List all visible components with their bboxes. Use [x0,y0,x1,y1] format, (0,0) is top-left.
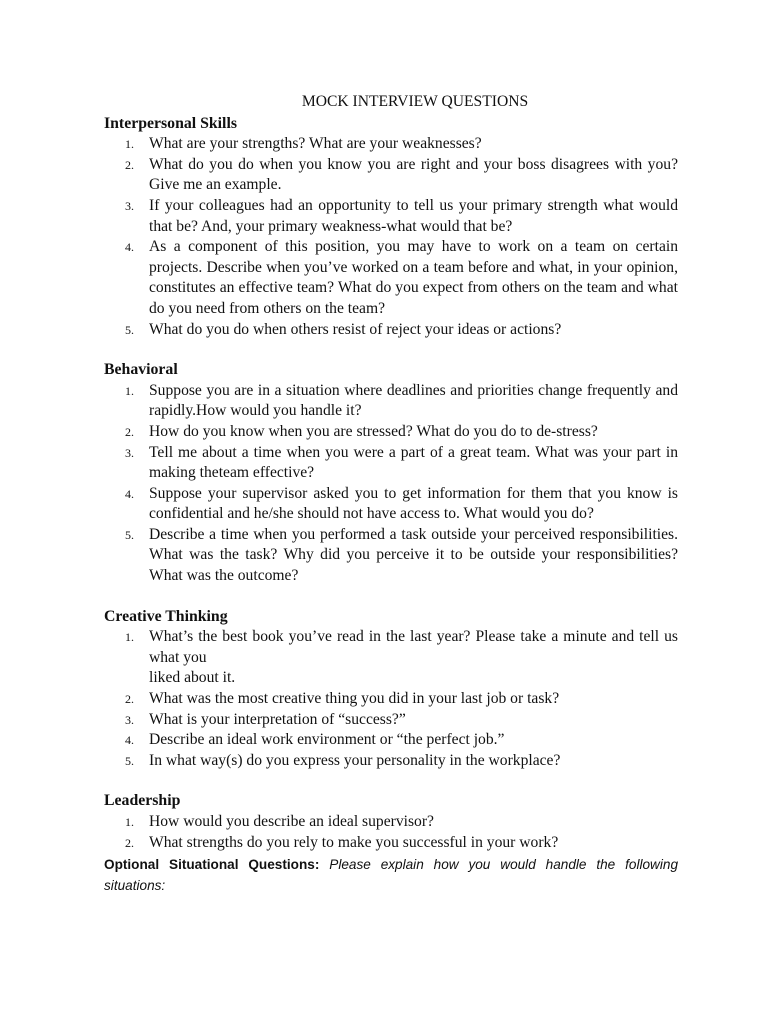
question-item [104,422,678,443]
question-text: What is your interpretation of “success?” [149,710,406,728]
section-heading: Interpersonal Skills [104,114,237,132]
section-creative-thinking [104,607,678,772]
question-number: 1. [125,630,134,645]
question-text: Tell me about a time when you were a part of a great team. What was your part in making theteam effective? [149,443,678,482]
question-item [104,525,678,587]
question-number: 1. [125,383,134,398]
question-number: 5. [125,322,134,337]
question-number: 1. [125,815,134,829]
question-text: As a component of this position, you may have to work on a team on certain projects. Describe when you’ve worked on a team before and what, in your opinion, constitutes an effective team? What do you expect from others on the team and what do you need from others on the team? [149,238,678,317]
optional-instruction: Please explain how you would handle the following situations: [104,857,679,893]
question-number: 4. [125,486,134,501]
question-text: How would you describe an ideal supervisor? [149,813,434,830]
question-list [104,134,678,340]
question-number: 3. [125,712,134,727]
question-item [104,134,678,155]
question-number: 2. [125,835,134,850]
question-item [104,237,678,319]
question-item [104,484,678,525]
question-list [104,812,678,853]
question-number: 2. [125,157,134,172]
question-item [104,155,678,196]
section-heading: Leadership [104,792,181,810]
optional-label: Optional Situational Questions: [104,857,320,873]
question-text: Describe a time when you performed a task outside your perceived responsibilities. What was the task? Why did you perceive it to be outside your responsibilities? What was the outcome? [149,525,678,585]
question-list [104,381,678,587]
question-number: 3. [125,445,134,460]
question-number: 4. [125,240,134,255]
question-item [104,833,678,854]
question-text-continuation: liked about it. [149,669,236,687]
question-item [104,320,678,341]
question-number: 3. [125,198,134,213]
question-item [104,812,678,833]
section-heading: Behavioral [104,361,178,379]
question-number: 5. [125,527,134,542]
question-text: In what way(s) do you express your personality in the workplace? [149,751,561,769]
question-number: 1. [125,137,134,152]
section-spacer [104,587,678,607]
question-text: What do you do when you know you are right and your boss disagrees with you? Give me an example. [149,155,678,194]
question-text: What’s the best book you’ve read in the last year? Please take a minute and tell us what you [149,628,678,666]
question-text: Suppose you are in a situation where deadlines and priorities change frequently and rapidly.How would you handle it? [149,381,678,420]
question-text: What do you do when others resist of reject your ideas or actions? [149,320,562,338]
question-text: How do you know when you are stressed? What do you do to de-stress? [149,422,598,440]
document-title: MOCK INTERVIEW QUESTIONS [301,93,529,110]
question-number: 5. [125,753,134,768]
question-item [104,627,678,689]
question-item [104,751,678,772]
question-list [104,627,678,771]
section-behavioral [104,360,678,587]
optional-situational-questions [104,855,678,896]
section-interpersonal-skills [104,114,678,341]
question-item [104,710,678,731]
section-spacer [104,771,678,791]
document-page [104,92,678,896]
question-item [104,730,678,751]
question-text: Describe an ideal work environment or “the perfect job.” [149,731,505,749]
question-number: 2. [125,692,134,707]
question-text: What strengths do you rely to make you successful in your work? [149,833,559,851]
section-spacer [104,340,678,360]
question-number: 4. [125,733,134,748]
question-item [104,381,678,422]
section-heading: Creative Thinking [104,607,228,625]
question-text: What was the most creative thing you did in your last job or task? [149,690,560,708]
question-text: Suppose your supervisor asked you to get information for them that you know is confidential and he/she should not have access to. What would you do? [149,484,678,523]
question-text: If your colleagues had an opportunity to tell us your primary strength what would that be? And, your primary weakness-what would that be? [149,196,678,235]
question-item [104,196,678,237]
question-item [104,689,678,710]
question-number: 2. [125,424,134,439]
question-item [104,443,678,484]
section-leadership [104,791,678,853]
question-text: What are your strengths? What are your weaknesses? [149,135,482,153]
